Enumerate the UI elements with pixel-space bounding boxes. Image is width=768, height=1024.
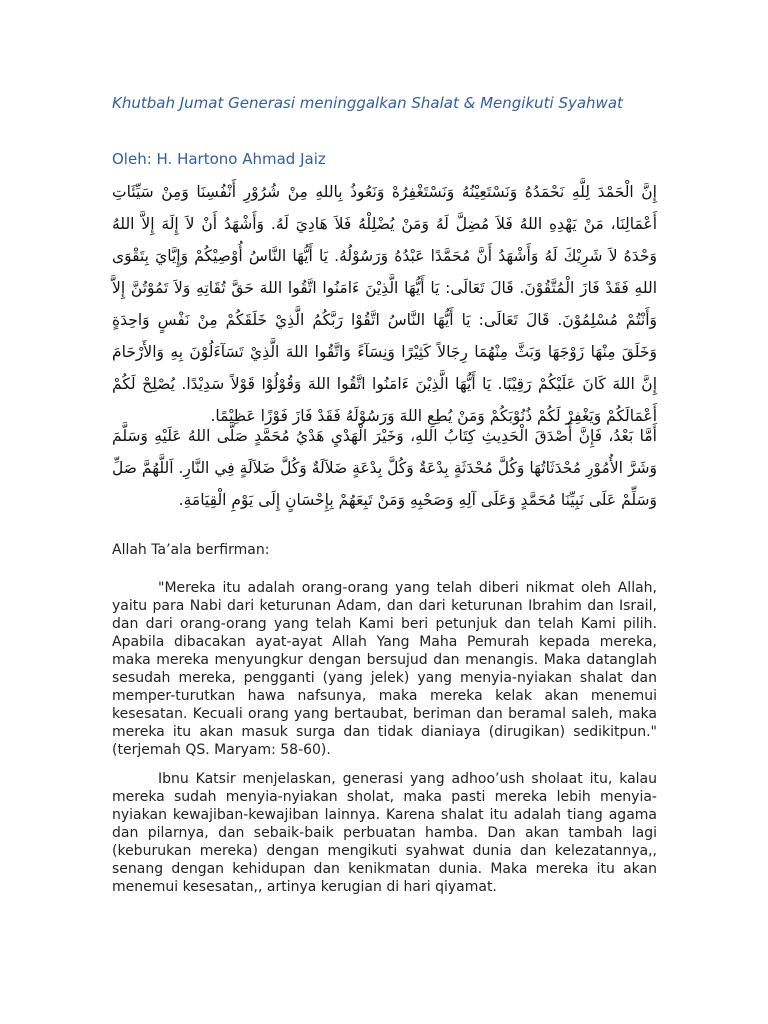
ibnu-katsir-paragraph: Ibnu Katsir menjelaskan, generasi yang adhoo’ush sholaat itu, kalau mereka sudah menyia-nyiakan sholat, maka pasti mereka lebih menyia-nyiakan kewajiban-kewajiban lainnya. Karena shalat itu adalah tiang agama dan pilarnya, dan sebaik-baik perbuatan hamba. Dan akan tambah lagi (keburukan mereka) dengan mengikuti syahwat dunia dan kelezatannya,, senang dengan kehidupan dan kenikmatan dunia. Maka mereka itu akan menemui kesesatan,, artinya kerugian di hari qiyamat. xyxy=(112,771,657,895)
arabic-amma-badu-text: أَمَّا بَعْدُ، فَإِنَّ أَصْدَقَ الْحَدِيثِ كِتَابُ اللهِ، وَخَيْرَ الْهَدْيِ هَدْيُ مُحَمَّدٍ صَلَّى اللهُ عَلَيْهِ وَسَلَّمَ وَشَرَّ الأُمُوْرِ مُحْدَثَاتُهَا وَكُلَّ مُحْدَثَةٍ بِدْعَةٌ وَكُلَّ بِدْعَةٍ ضَلاَلَةٌ وَكُلَّ ضَلاَلَةٍ فِي النَّارِ. اَللَّهُمَّ صَلِّ وَسَلِّمْ عَلَى نَبِيِّنَا مُحَمَّدٍ وَعَلَى آلِهِ وَصَحْبِهِ وَمَنْ تَبِعَهُمْ بِإِحْسَانٍ إِلَى يَوْمِ الْقِيَامَةِ. xyxy=(112,427,657,509)
intro-line: Allah Ta’ala berfirman: xyxy=(112,542,270,558)
document-page xyxy=(112,0,657,1024)
arabic-opening-text: إِنَّ الْحَمْدَ لِلَّهِ نَحْمَدُهُ وَنَسْتَعِيْنُهُ وَنَسْتَغْفِرُهْ وَنَعُوذُ بِاللهِ مِنْ شُرُوْرِ أَنْفُسِنَا وَمِنْ سَيِّئَاتِ أَعْمَالِنَا، مَنْ يَهْدِهِ اللهُ فَلاَ مُضِلَّ لَهُ وَمَنْ يُضْلِلْهُ فَلاَ هَادِيَ لَهُ. وَأَشْهَدُ أَنْ لاَ إِلَهَ إِلاَّ اللهُ وَحْدَهُ لاَ شَرِيْكَ لَهُ وَأَشْهَدُ أَنَّ مُحَمَّدًا عَبْدُهُ وَرَسُوْلُهُ. يَا أَيُّهَا النَّاسُ أُوْصِيْكُمْ وَإِيَّايَ بِتَقْوَى اللهِ فَقَدْ فَازَ الْمُتَّقُوْنَ. قَالَ تَعَالَى: يَا أَيُّهَا الَّذِيْنَ ءَامَنُوا اتَّقُوا اللهَ حَقَّ تُقَاتِهِ وَلاَ تَمُوْتُنَّ إِلاَّ وَأَنْتُمْ مُسْلِمُوْنَ. قَالَ تَعَالَى: يَا أَيُّهَا النَّاسُ اتَّقُوْا رَبَّكُمُ الَّذِيْ خَلَقَكُمْ مِنْ نَفْسٍ وَاحِدَةٍ وَخَلَقَ مِنْهَا زَوْجَهَا وَبَثَّ مِنْهُمَا رِجَالاً كَثِيْرًا وَنِسَآءً وَاتَّقُوا اللهَ الَّذِيْ تَسَآءَلُوْنَ بِهِ وَالأَرْحَامَ إِنَّ اللهَ كَانَ عَلَيْكُمْ رَقِيْبًا. يَا أَيُّهَا الَّذِيْنَ ءَامَنُوا اتَّقُوا اللهَ وَقُوْلُوْا قَوْلاً سَدِيْدًا. يُصْلِحْ لَكُمْ أَعْمَالَكُمْ وَيَغْفِرْ لَكُمْ ذُنُوْبَكُمْ وَمَنْ يُطِعِ اللهَ وَرَسُوْلَهُ فَقَدْ فَازَ فَوْزًا عَظِيْمًا. xyxy=(112,183,657,425)
quran-translation-paragraph: "Mereka itu adalah orang-orang yang telah diberi nikmat oleh Allah, yaitu para Nabi dari keturunan Adam, dan dari keturunan Ibrahim dan Israil, dan dari orang-orang yang telah Kami beri petunjuk dan telah Kami pilih. Apabila dibacakan ayat-ayat Allah Yang Maha Pemurah kepada mereka, maka mereka menyungkur dengan bersujud dan menangis. Maka datanglah sesudah mereka, pengganti (yang jelek) yang menyia-nyiakan shalat dan memper-turutkan hawa nafsunya, maka mereka kelak akan menemui kesesatan. Kecuali orang yang bertaubat, beriman dan beramal saleh, maka mereka itu akan masuk surga dan tidak dianiaya (dirugikan) sedikitpun." (terjemah QS. Maryam: 58-60). xyxy=(112,580,657,758)
document-title: Khutbah Jumat Generasi meninggalkan Shalat & Mengikuti Syahwat xyxy=(112,94,623,112)
document-author: Oleh: H. Hartono Ahmad Jaiz xyxy=(112,150,326,168)
